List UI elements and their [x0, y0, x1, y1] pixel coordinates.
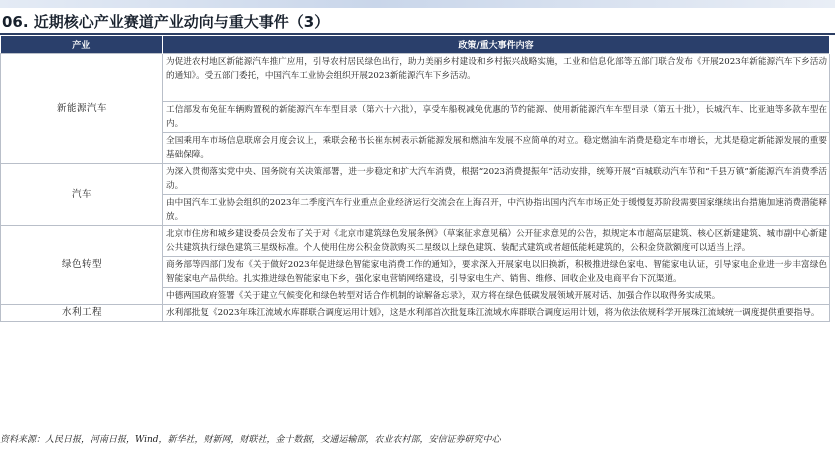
industry-cell: 新能源汽车: [1, 54, 163, 164]
event-cell: 为深入贯彻落实党中央、国务院有关决策部署，进一步稳定和扩大汽车消费，根据“2023消费提振年”活动安排，统筹开展“百城联动汽车节和“千县万镇”新能源汽车消费季活动。: [163, 164, 830, 195]
title-divider: [0, 33, 835, 35]
industry-cell: 绿色转型: [1, 226, 163, 305]
event-cell: 商务部等四部门发布《关于做好2023年促进绿色智能家电消费工作的通知》，要求深入开展家电以旧换新，积极推进绿色家电、智能家电认证，引导家电企业进一步丰富绿色智能家电产品供给。扎实推进绿色智能家电下乡，强化家电营销网络建设，引导家电生产、销售、维修、回收企业及电商平台下沉渠道。: [163, 257, 830, 288]
header-industry: 产业: [1, 36, 163, 54]
events-table: [0, 36, 830, 322]
table-row: [1, 305, 830, 322]
event-cell: 由中国汽车工业协会组织的2023年二季度汽车行业重点企业经济运行交流会在上海召开，中汽协指出国内汽车市场正处于缓慢复苏阶段需要国家继续出台措施加速消费潜能释放。: [163, 195, 830, 226]
page-title: 06. 近期核心产业赛道产业动向与重大事件（3）: [2, 13, 330, 31]
event-cell: 北京市住房和城乡建设委员会发布了关于对《北京市建筑绿色发展条例》（草案征求意见稿）公开征求意见的公告，拟规定本市超高层建筑、核心区新建建筑、城市副中心新建公共建筑执行绿色建筑三星级标准。个人使用住房公积金贷款购买二星级以上绿色建筑、装配式建筑或者超低能耗建筑的，公积金贷款额度可以适当上浮。: [163, 226, 830, 257]
table-header-row: [1, 36, 830, 54]
event-cell: 中德两国政府签署《关于建立气候变化和绿色转型对话合作机制的谅解备忘录》，双方将在绿色低碳发展领域开展对话、加强合作以取得务实成果。: [163, 288, 830, 305]
event-cell: 工信部发布免征车辆购置税的新能源汽车车型目录（第六十六批），享受车船税减免优惠的节约能源、使用新能源汽车车型目录（第五十批），长城汽车、比亚迪等多款车型在内。: [163, 102, 830, 133]
industry-cell: 水利工程: [1, 305, 163, 322]
event-cell: 全国乘用车市场信息联席会月度会议上，乘联会秘书长崔东树表示新能源发展和燃油车发展不应简单的对立。稳定燃油车消费是稳定车市增长，尤其是稳定新能源发展的重要基础保障。: [163, 133, 830, 164]
header-events: 政策/重大事件内容: [163, 36, 830, 54]
industry-cell: 汽车: [1, 164, 163, 226]
event-cell: 为促进农村地区新能源汽车推广应用，引导农村居民绿色出行，助力美丽乡村建设和乡村振兴战略实施，工业和信息化部等五部门联合发布《开展2023年新能源汽车下乡活动的通知》。受五部门委托，中国汽车工业协会组织开展2023新能源汽车下乡活动。: [163, 54, 830, 102]
table-row: [1, 164, 830, 195]
top-decoration-bar: [0, 0, 835, 8]
table-row: [1, 226, 830, 257]
source-note: 资料来源：人民日报，河南日报，Wind，新华社，财新网，财联社，金十数据，交通运输部，农业农村部，安信证券研究中心: [0, 435, 501, 445]
event-cell: 水利部批复《2023年珠江流域水库群联合调度运用计划》，这是水利部首次批复珠江流域水库群联合调度运用计划，将为依法依规科学开展珠江流域统一调度提供重要指导。: [163, 305, 830, 322]
table-row: [1, 54, 830, 102]
